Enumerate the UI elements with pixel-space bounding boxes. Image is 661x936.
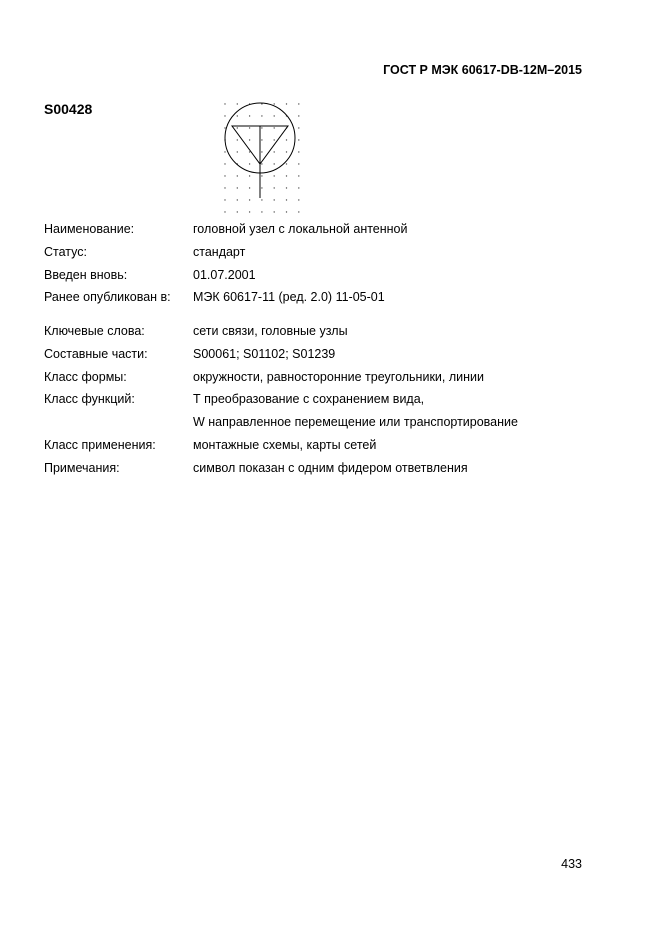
grid-dot <box>237 175 238 176</box>
property-row <box>44 457 604 480</box>
grid-dot <box>298 163 299 164</box>
grid-dot <box>261 139 262 140</box>
property-row <box>44 286 604 309</box>
grid-dot <box>274 139 275 140</box>
grid-dot <box>298 103 299 104</box>
grid-dot <box>249 211 250 212</box>
property-value <box>193 434 604 457</box>
property-value-line: 01.07.2001 <box>193 267 256 282</box>
grid-dot <box>298 211 299 212</box>
property-value-line: стандарт <box>193 244 246 259</box>
grid-dot <box>237 115 238 116</box>
property-value <box>193 241 604 264</box>
property-label: Класс функций: <box>44 392 135 407</box>
property-row <box>44 366 604 389</box>
grid-dot <box>274 163 275 164</box>
grid-dot <box>261 151 262 152</box>
grid-dot <box>224 103 225 104</box>
property-value-line: сети связи, головные узлы <box>193 324 348 338</box>
grid-dot <box>298 199 299 200</box>
grid-dot <box>286 211 287 212</box>
grid-dot <box>249 175 250 176</box>
grid-dot <box>298 175 299 176</box>
grid-dot <box>298 151 299 152</box>
property-row <box>44 241 604 264</box>
property-label: Ранее опубликован в: <box>44 290 171 305</box>
grid-dot <box>237 127 238 128</box>
property-value <box>193 218 604 241</box>
property-row <box>44 434 604 457</box>
page-number: 433 <box>561 857 582 871</box>
property-value <box>193 286 604 309</box>
grid-dot <box>224 199 225 200</box>
property-row <box>44 218 604 241</box>
grid-dot <box>237 103 238 104</box>
grid-dot <box>286 163 287 164</box>
properties-group-classification <box>44 320 604 480</box>
grid-dot <box>298 127 299 128</box>
grid-dot <box>237 211 238 212</box>
grid-dot <box>286 187 287 188</box>
property-value <box>193 457 604 480</box>
grid-dot <box>224 115 225 116</box>
grid-dot <box>298 187 299 188</box>
grid-dot <box>298 115 299 116</box>
property-label: Класс применения: <box>44 437 156 452</box>
grid-dot <box>224 175 225 176</box>
property-label: Составные части: <box>44 346 148 361</box>
grid-dot <box>286 199 287 200</box>
grid-dot <box>274 151 275 152</box>
grid-dot <box>274 199 275 200</box>
grid-dot <box>286 175 287 176</box>
grid-dot <box>224 187 225 188</box>
property-value-line: МЭК 60617-11 (ред. 2.0) 11-05-01 <box>193 290 385 305</box>
grid-dot <box>261 187 262 188</box>
property-row <box>44 388 604 434</box>
grid-dot <box>249 187 250 188</box>
property-row <box>44 343 604 366</box>
grid-dot <box>274 115 275 116</box>
grid-dot <box>237 139 238 140</box>
grid-dot <box>261 211 262 212</box>
grid-dot <box>249 115 250 116</box>
property-label: Введен вновь: <box>44 267 128 282</box>
grid-dot <box>224 151 225 152</box>
property-value-line: S00061; S01102; S01239 <box>193 346 336 361</box>
grid-dot <box>274 211 275 212</box>
property-value <box>193 388 604 434</box>
property-value-line: монтажные схемы, карты сетей <box>193 437 377 452</box>
grid-dot <box>224 211 225 212</box>
grid-dot <box>237 151 238 152</box>
grid-dot <box>261 127 262 128</box>
grid-dot <box>286 151 287 152</box>
property-row <box>44 264 604 287</box>
property-value-line: Т преобразование с сохранением вида, <box>193 392 425 407</box>
property-label: Ключевые слова: <box>44 324 145 338</box>
grid-dot <box>298 139 299 140</box>
property-value-line: головной узел с локальной антенной <box>193 222 408 236</box>
grid-dot <box>249 163 250 164</box>
grid-dot <box>249 139 250 140</box>
grid-dot <box>224 127 225 128</box>
property-value-line: окружности, равносторонние треугольники, линии <box>193 369 484 384</box>
grid-dot <box>261 115 262 116</box>
grid-dot <box>261 199 262 200</box>
grid-dot <box>249 127 250 128</box>
grid-dot <box>261 163 262 164</box>
properties-group-main <box>44 218 604 309</box>
grid-dot <box>274 103 275 104</box>
grid-dot <box>274 187 275 188</box>
property-label: Класс формы: <box>44 369 127 384</box>
property-value <box>193 264 604 287</box>
property-label: Примечания: <box>44 460 120 475</box>
symbol-graphic <box>222 100 302 216</box>
property-value <box>193 320 604 343</box>
property-value-line: W направленное перемещение или транспортирование <box>193 415 518 430</box>
property-value <box>193 343 604 366</box>
page-header: ГОСТ Р МЭК 60617-DB-12M–2015 <box>383 63 582 77</box>
property-label: Наименование: <box>44 222 135 236</box>
grid-dot <box>249 151 250 152</box>
grid-dot <box>224 163 225 164</box>
grid-dot <box>274 175 275 176</box>
grid-dot <box>237 187 238 188</box>
symbol-code: S00428 <box>44 101 93 117</box>
property-row <box>44 320 604 343</box>
property-value <box>193 366 604 389</box>
grid-dot <box>286 139 287 140</box>
grid-dot <box>261 175 262 176</box>
grid-dot <box>237 199 238 200</box>
grid-dot <box>249 199 250 200</box>
grid-dot <box>286 103 287 104</box>
property-label: Статус: <box>44 244 87 259</box>
head-end-symbol <box>225 103 295 198</box>
grid-dot <box>274 127 275 128</box>
property-value-line: символ показан с одним фидером ответвления <box>193 460 468 475</box>
